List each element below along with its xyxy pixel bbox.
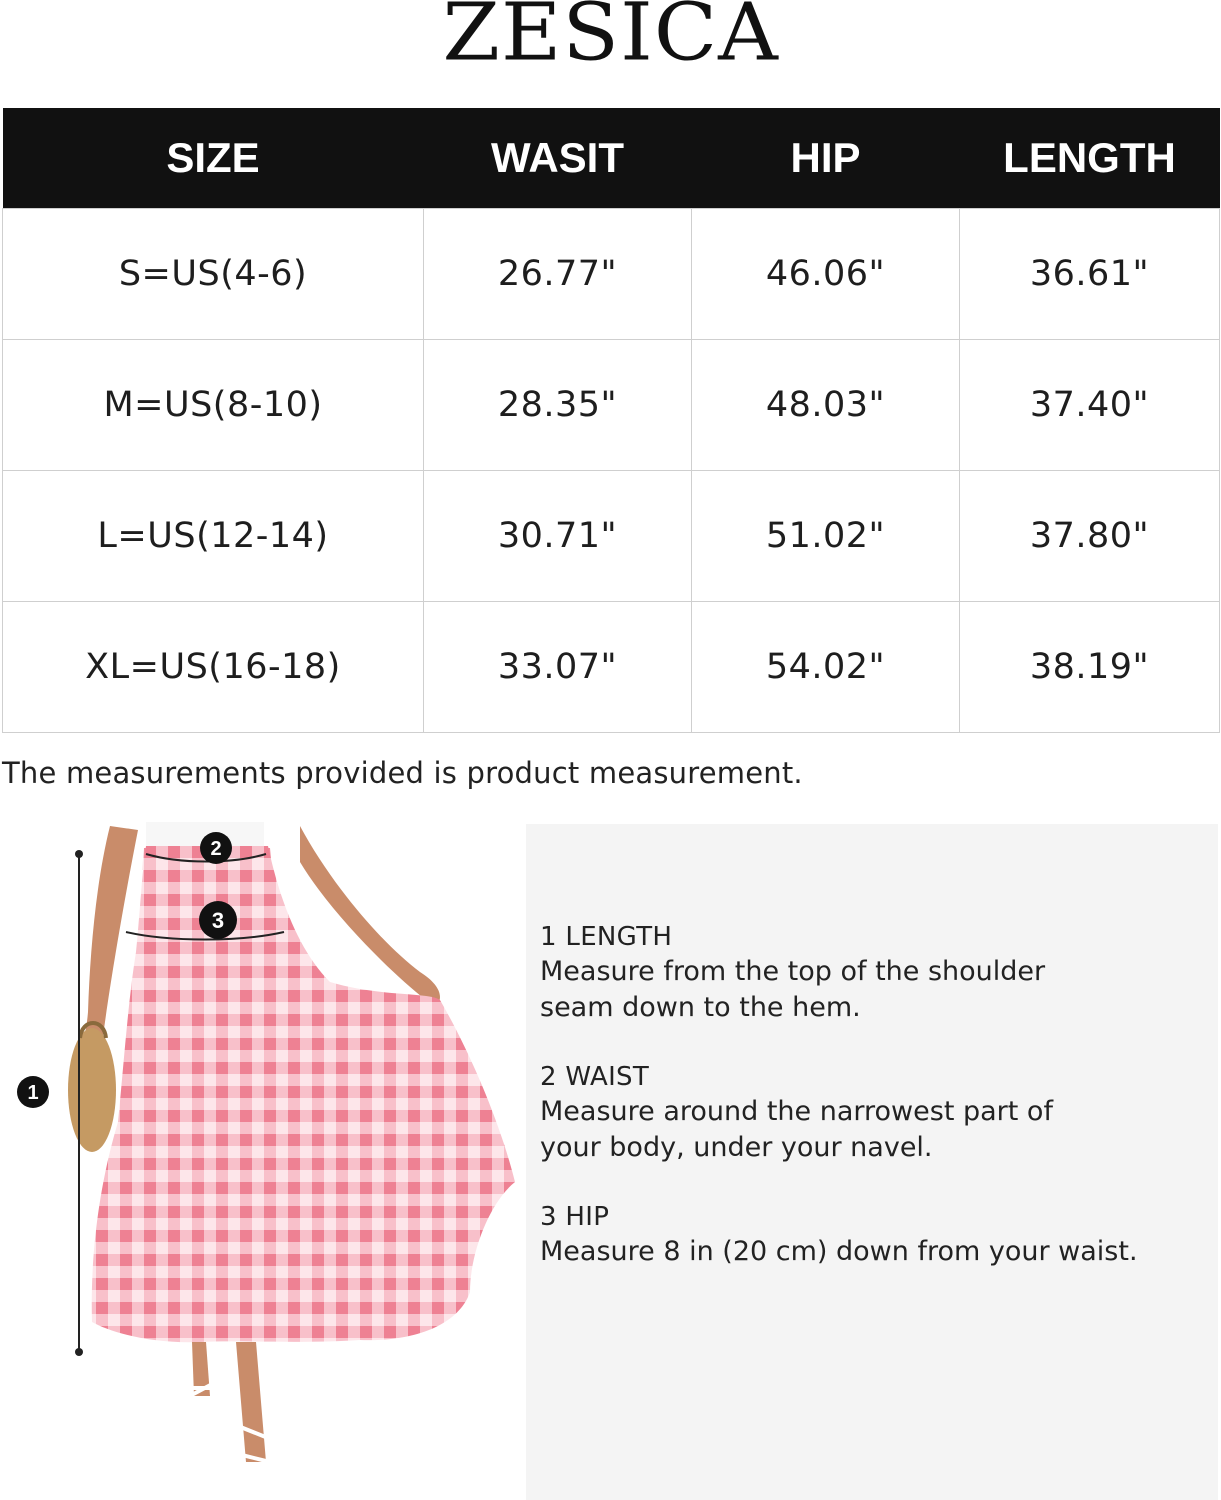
instruction-title: 3 HIP [540,1202,610,1232]
cell-length: 37.80" [960,471,1220,602]
cell-hip: 51.02" [692,471,960,602]
length-measure-start [75,850,83,858]
table-row [3,340,1220,471]
instruction-line: your body, under your navel. [540,1132,933,1163]
cell-size: L=US(12-14) [3,471,424,602]
marker-3-icon [199,901,237,939]
marker-2-icon [200,832,232,864]
marker-1-icon [17,1076,49,1108]
cell-hip: 48.03" [692,340,960,471]
header-length: LENGTH [960,108,1220,209]
instruction-line: Measure around the narrowest part of [540,1096,1053,1127]
cell-size: XL=US(16-18) [3,602,424,733]
cell-waist: 30.71" [424,471,692,602]
cell-length: 38.19" [960,602,1220,733]
size-chart-table [2,108,1220,733]
cell-size: M=US(8-10) [3,340,424,471]
cell-waist: 28.35" [424,340,692,471]
header-size: SIZE [3,108,424,209]
cell-length: 36.61" [960,209,1220,340]
cell-waist: 33.07" [424,602,692,733]
cell-hip: 54.02" [692,602,960,733]
instruction-waist [540,1060,1180,1166]
marker-label: 1 [27,1082,39,1104]
brand-logo: ZESICA [442,0,779,79]
instruction-title: 2 WAIST [540,1062,650,1092]
right-leg [236,1342,266,1462]
table-row [3,209,1220,340]
cell-waist: 26.77" [424,209,692,340]
table-header-row [3,108,1220,209]
straw-bag [68,1028,116,1152]
product-photo [0,822,525,1500]
header-waist: WASIT [424,108,692,209]
cell-hip: 46.06" [692,209,960,340]
instruction-length [540,920,1180,1026]
marker-label: 3 [211,908,225,933]
instruction-line: seam down to the hem. [540,992,861,1023]
table-row [3,471,1220,602]
skirt [92,846,515,1342]
marker-label: 2 [210,838,222,860]
instruction-title: 1 LENGTH [540,922,673,952]
table-row [3,602,1220,733]
length-measure-end [75,1348,83,1356]
instruction-line: Measure from the top of the shoulder [540,956,1046,987]
measurement-note: The measurements provided is product measurement. [2,756,803,790]
cell-size: S=US(4-6) [3,209,424,340]
instruction-line: Measure 8 in (20 cm) down from your waist. [540,1236,1138,1267]
cell-length: 37.40" [960,340,1220,471]
measurement-guide [526,824,1218,1500]
header-hip: HIP [692,108,960,209]
instruction-hip [540,1200,1180,1270]
